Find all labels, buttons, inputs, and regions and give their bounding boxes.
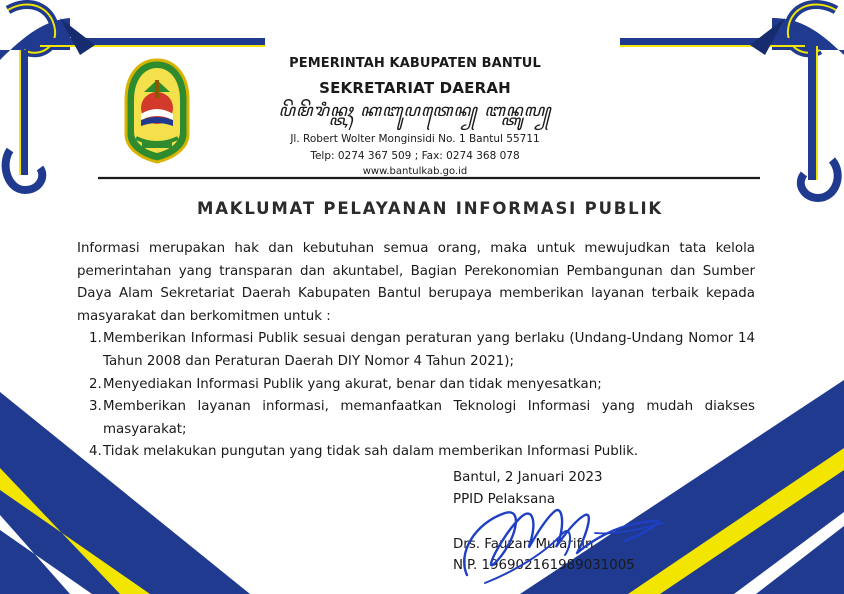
intro-paragraph: Informasi merupakan hak dan kebutuhan semua orang, maka untuk mewujudkan tata kelola pemerintahan yang transparan dan akuntabel, Bagian Perekonomian Pembangunan dan Sumber Daya Alam Sekretariat Daerah Kabupaten Bantul berupaya memberikan layanan terbaik kepada masyarakat dan berkomitmen untuk : (77, 241, 755, 324)
list-number: 2. (89, 376, 102, 392)
list-text: Memberikan layanan informasi, memanfaatkan Teknologi Informasi yang mudah diakses masyarakat; (103, 399, 755, 437)
list-text: Tidak melakukan pungutan yang tidak sah dalam memberikan Informasi Publik. (103, 444, 639, 460)
list-number: 3. (89, 399, 102, 415)
government-name: PEMERINTAH KABUPATEN BANTUL (289, 56, 541, 71)
list-number: 1. (89, 331, 102, 347)
list-item (77, 328, 755, 373)
document-body (77, 238, 755, 464)
document-title: MAKLUMAT PELAYANAN INFORMASI PUBLIK (197, 199, 663, 218)
signature-place-date: Bantul, 2 Januari 2023 (453, 470, 603, 485)
top-right-ribbon (620, 4, 844, 198)
office-website[interactable]: www.bantulkab.go.id (362, 166, 468, 177)
office-address: Jl. Robert Wolter Monginsidi No. 1 Bantul 55711 (290, 133, 540, 145)
list-item (77, 396, 755, 441)
handwritten-signature (445, 483, 675, 593)
signature-role: PPID Pelaksana (453, 492, 556, 507)
office-phone-fax: Telp: 0274 367 509 ; Fax: 0274 368 078 (310, 150, 520, 162)
list-number: 4. (89, 444, 102, 460)
list-text: Memberikan Informasi Publik sesuai dengan peraturan yang berlaku (Undang-Undang Nomor 14 Tahun 2008 dan Peraturan Daerah DIY Nomor 4 Tahun 2021); (103, 331, 755, 369)
list-item (77, 441, 755, 464)
commitment-list (77, 328, 755, 464)
list-item (77, 374, 755, 397)
bantul-regency-emblem (122, 56, 192, 164)
office-name: SEKRETARIAT DAERAH (319, 79, 511, 97)
list-text: Menyediakan Informasi Publik yang akurat, benar dan tidak menyesatkan; (103, 376, 602, 392)
signatory-name: Drs. Fauzan Mu'arifin (453, 537, 594, 552)
javanese-script-title: ꦥꦼꦩꦼꦫꦶꦤ꧀ꦠꦃ ꦏꦧꦸꦥꦠꦺꦤ꧀ ꦧꦤ꧀ꦠꦸꦭ꧀ (278, 101, 552, 121)
signatory-nip: NIP. 196902161989031005 (453, 558, 635, 573)
